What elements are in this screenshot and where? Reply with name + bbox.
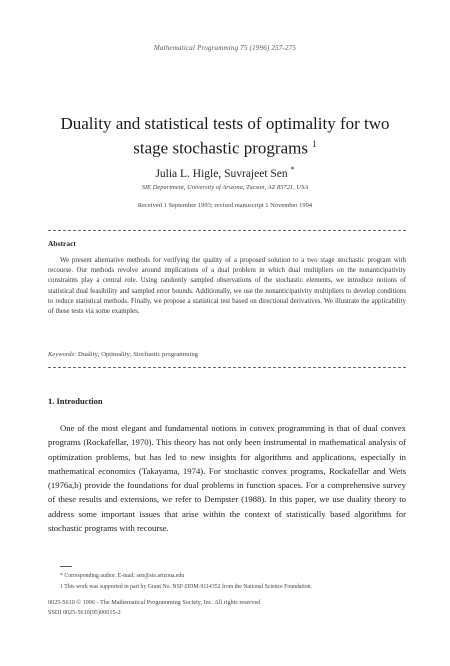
footnote-rule [60,566,72,567]
copyright-line: 0025-5610 © 1996 - The Mathematical Programming Society, Inc. All rights reserved [48,599,261,606]
keywords-label: Keywords: [48,351,77,358]
abstract-text: We present alternative methods for verifying the quality of a proposed solution to a two stage stochastic program with recourse. Our methods revolve around implications of a dual problem in which dual multipliers on the nonanticipativity constraints play a central role. Using randomly sampled observations of the stochastic elements, we introduce notions of statistical dual feasibility and sampled error bounds. Additionally, we use the nonanticipativity multipliers to develop conditions to reduce statistical methods. Finally, we propose a statistical test based on directional derivatives. We illustrate the applicability of these tests via some examples. [48,257,406,316]
title-line-1: Duality and statistical tests of optimality for two [60,114,390,133]
author-list [0,165,450,180]
header-rule [48,230,406,231]
journal-citation: Mathematical Programming 75 (1996) 257-275 [153,44,297,52]
abstract-heading: Abstract [48,239,76,248]
affiliation: SIE Department, University of Arizona, Tucson, AZ 85721, USA [141,184,309,191]
author-footnote-mark: * [290,165,295,174]
paper-title [40,113,410,159]
title-line-2-text: stage stochastic programs [133,138,308,158]
authors-text: Julia L. Higle, Suvrajeet Sen [155,167,288,180]
ssdi-line: SSDI 0025-5610(95)00015-2 [48,609,121,616]
received-dates: Received 1 September 1993; revised manuscript 1 November 1994 [137,202,313,209]
footnote-funding: 1 This work was supported in part by Grant No. NSF-DDM-9114352 from the National Science Foundation. [60,584,312,590]
title-footnote-mark: 1 [312,139,317,149]
keywords-text: Duality; Optimality; Stochastic programming [77,351,198,358]
title-line-2 [40,134,410,159]
section-heading: 1. Introduction [48,396,103,406]
footnote-corresponding: * Corresponding author. E-mail: sen@sie.arizona.edu [60,573,185,579]
keywords-line [48,351,406,358]
introduction-text: One of the most elegant and fundamental notions in convex programming is that of dual convex programs (Rockafellar, 1970). This theory has not only been instrumental in mathematical analysis of optimization problems, but has led to new insights for algorithms and applications, especially in mathematical economics (Takayama, 1974). For stochastic convex programs, Rockafellar and Wets (1976a,b) provide the foundations for dual problems in function spaces. For a comprehensive survey of these results and extensions, we refer to Dempster (1988). In this paper, we use duality theory to address some important issues that arise within the context of statistically based algorithms for stochastic programs with recourse. [48,423,406,534]
abstract-rule [48,367,406,368]
